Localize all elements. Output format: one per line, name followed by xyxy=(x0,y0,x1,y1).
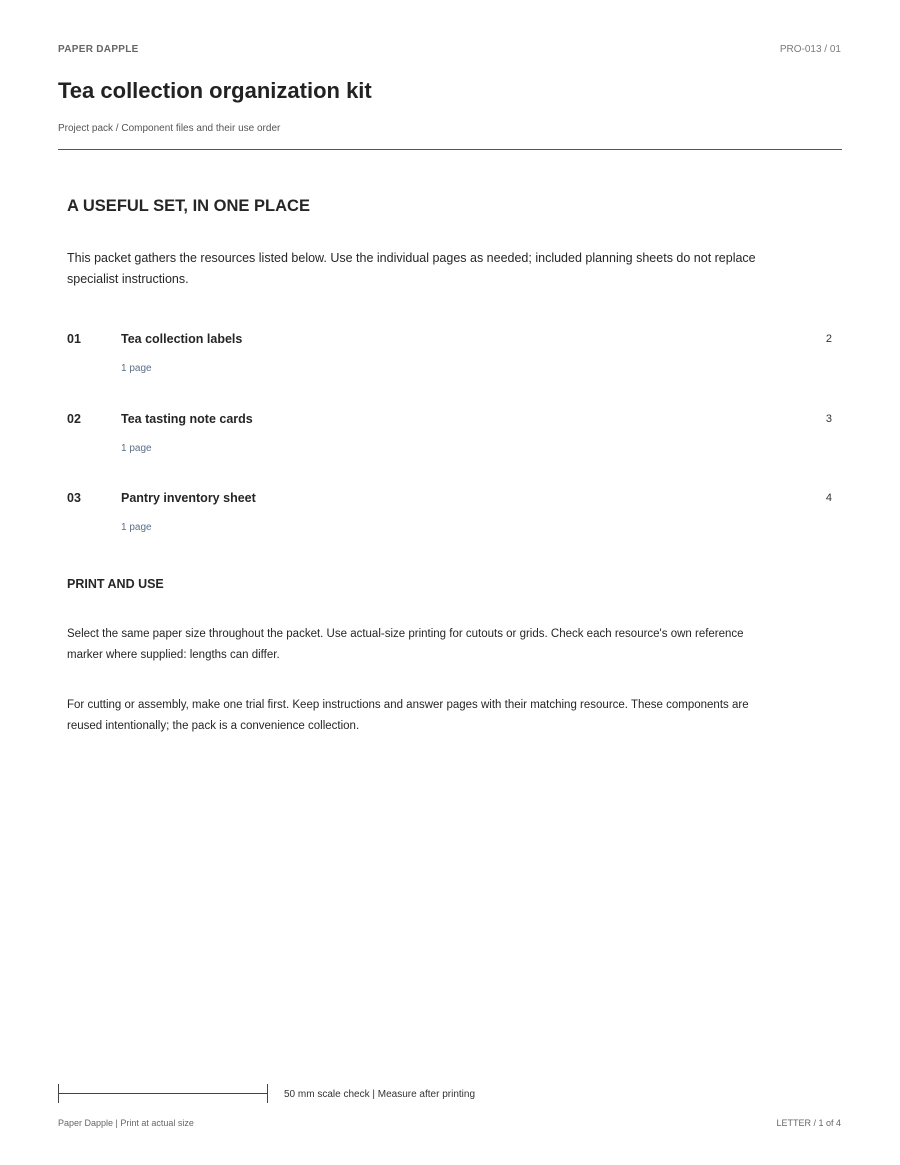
print-instructions-paragraph: Select the same paper size throughout the packet. Use actual-size printing for cutouts or grids. Check each resource's own reference marker where supplied: lengths can differ. xyxy=(67,628,744,661)
page-indicator: LETTER / 1 of 4 xyxy=(776,1118,841,1128)
brand-name: PAPER DAPPLE xyxy=(58,44,139,55)
page-title: Tea collection organization kit xyxy=(58,78,372,103)
contents-item-title: Tea tasting note cards xyxy=(121,412,253,426)
intro-text: This packet gathers the resources listed below. Use the individual pages as needed; included planning sheets do not replace specialist instructions. xyxy=(67,251,756,286)
contents-item-page-ref: 3 xyxy=(825,413,832,425)
contents-item-title: Tea collection labels xyxy=(121,332,243,346)
contents-item-page-ref: 4 xyxy=(825,492,832,504)
contents-item-title: Pantry inventory sheet xyxy=(121,491,256,505)
contents-item-page-ref: 2 xyxy=(825,333,832,345)
scale-check-bar xyxy=(58,1084,268,1103)
contents-item-number: 02 xyxy=(67,412,81,426)
contents-item-page-count: 1 page xyxy=(121,363,152,374)
scale-bar-end-tick xyxy=(267,1084,268,1103)
print-and-use-heading: PRINT AND USE xyxy=(67,577,164,591)
scale-bar-line xyxy=(58,1093,268,1094)
contents-item xyxy=(67,332,842,382)
contents-item-page-count: 1 page xyxy=(121,522,152,533)
contents-item-page-count: 1 page xyxy=(121,443,152,454)
contents-item-number: 01 xyxy=(67,332,81,346)
contents-item-number: 03 xyxy=(67,491,81,505)
header-divider xyxy=(58,149,842,150)
assembly-instructions-paragraph: For cutting or assembly, make one trial first. Keep instructions and answer pages with their matching resource. These components are reused intentionally; the pack is a convenience collection. xyxy=(67,699,749,732)
document-code: PRO-013 / 01 xyxy=(779,44,841,55)
contents-item xyxy=(67,412,842,462)
intro-heading: A USEFUL SET, IN ONE PLACE xyxy=(67,197,310,215)
footer-note: Paper Dapple | Print at actual size xyxy=(58,1118,194,1128)
page-subtitle: Project pack / Component files and their use order xyxy=(58,123,281,134)
scale-check-label: 50 mm scale check | Measure after printing xyxy=(284,1089,476,1100)
scale-bar-start-tick xyxy=(58,1084,59,1103)
contents-item xyxy=(67,491,842,541)
